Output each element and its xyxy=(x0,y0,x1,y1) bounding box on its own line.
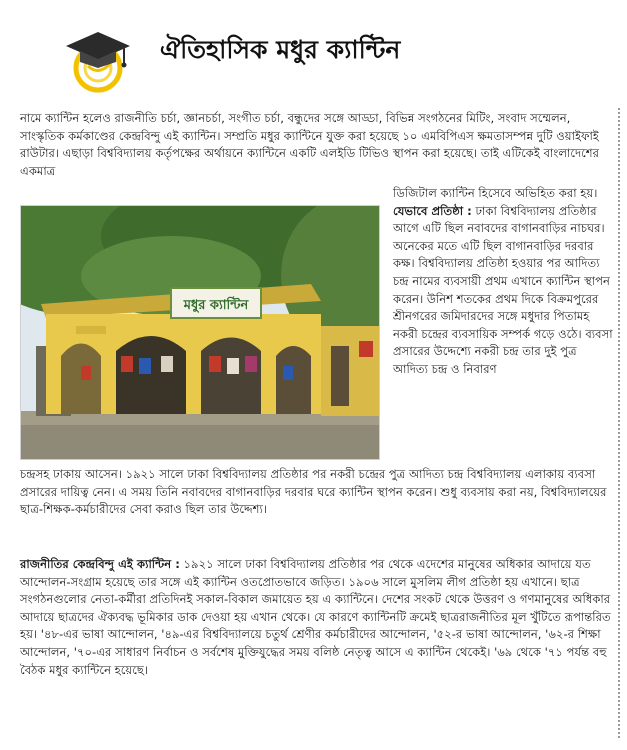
section2-body: ১৯২১ সালে ঢাকা বিশ্ববিদ্যালয় প্রতিষ্ঠার পর থেকে এদেশের মানুষের অধিকার আদায়ে যত আন্দোলন-সংগ্রাম হয়েছে তার সঙ্গে এই ক্যান্টিন ওতপ্রোতভাবে জড়িত। ১৯০৬ সালে মুসলিম লীগ প্রতিষ্ঠা হয় এখানে। ছাত্র সংগঠনগুলোর নেতা-কর্মীরা প্রতিদিনই সকাল-বিকাল জমায়েত হয় এ ক্যান্টিনে। দেশের সংকট থেকে উত্তরণ ও গণমানুষের অধিকার আদায়ে ছাত্রদের ঐক্যবদ্ধ ভূমিকার ডাক দেওয়া হয় এখান থেকে। যে কারণে ক্যান্টিনটি ক্রমেই ছাত্ররাজনীতির মূল খুঁটিতে রূপান্তরিত হয়। '৪৮-এর ভাষা আন্দোলন, '৪৯-এর বিশ্ববিদ্যালয়ে চতুর্থ শ্রেণীর কর্মচারীদের আন্দোলন, '৫২-র ভাষা আন্দোলন, '৬২-র শিক্ষা আন্দোলন, '৭০-এর সাধারণ নির্বাচন ও সর্বশেষ মুক্তিযুদ্ধের সময় বলিষ্ঠ নেতৃত্ব আসে এ ক্যান্টিন থেকেই। '৬৯ থেকে '৭১ পর্যন্ত বহু বৈঠক মধুর ক্যান্টিনে হয়েছে। xyxy=(20,557,611,677)
section1-side-text: ঢাকা বিশ্ববিদ্যালয় প্রতিষ্ঠার আগে এটি ছিল নবাবদের বাগানবাড়ির নাচঘর। অনেকের মতে এটি ছিল বাগানবাড়ির দরবার কক্ষ। বিশ্ববিদ্যালয় প্রতিষ্ঠা হওয়ার পর আদিত্য চন্দ্র নামের ব্যবসায়ী প্রথম এখানে ক্যান্টিন স্থাপন করেন। উনিশ শতকের প্রথম দিকে বিক্রমপুরের শ্রীনগরের জমিদারদের সঙ্গে মধুদার পিতামহ নকরী চন্দ্রের ব্যবসায়িক সম্পর্ক গড়ে ওঠে। ব্যবসা প্রসারের উদ্দেশ্যে নকরী চন্দ্র তার দুই পুত্র আদিত্য চন্দ্র ও নিবারণ xyxy=(393,203,613,376)
section1-side-paragraph xyxy=(393,203,614,379)
section2-text xyxy=(20,556,614,679)
column-divider xyxy=(618,108,620,738)
canteen-sign: মধুর ক্যান্টিন xyxy=(183,298,249,313)
intro-paragraph xyxy=(20,110,614,180)
intro-end-text: ডিজিটাল ক্যান্টিন হিসেবে অভিহিত করা হয়। xyxy=(393,186,598,200)
section1-full-text: চন্দ্রসহ ঢাকায় আসেন। ১৯২১ সালে ঢাকা বিশ্ববিদ্যালয় প্রতিষ্ঠার পর নকরী চন্দ্রের পুত্র আদিত্য চন্দ্র বিশ্ববিদ্যালয় এলাকায় ব্যবসা প্রসারের দায়িত্ব নেন। এ সময় তিনি নবাবদের বাগানবাড়ির দরবার ঘরে ক্যান্টিন স্থাপন করেন। শুধু ব্যবসায় করা নয়, বিশ্ববিদ্যালয়ের ছাত্র-শিক্ষক-কর্মচারীদের সেবা করাও ছিল তার উদ্দেশ্য। xyxy=(20,467,607,517)
section2-paragraph xyxy=(20,556,614,679)
canteen-photo xyxy=(20,205,380,460)
section1-full-paragraph xyxy=(20,466,614,519)
graduation-cap-icon xyxy=(58,18,136,96)
section2-heading: রাজনীতির কেন্দ্রবিন্দু এই ক্যান্টিন : xyxy=(20,557,180,571)
intro-text: নামে ক্যান্টিন হলেও রাজনীতি চর্চা, জ্ঞানচর্চা, সংগীত চর্চা, বন্ধুদের সঙ্গে আড্ডা, বিভিন্ন সংগঠনের মিটিং, সংবাদ সম্মেলন, সাংস্কৃতিক কর্মকাণ্ডের কেন্দ্রবিন্দু এই ক্যান্টিন। সম্প্রতি মধুর ক্যান্টিনে যুক্ত করা হয়েছে ১০ এমবিপিএস ক্ষমতাসম্পন্ন দুটি ওয়াইফাই রাউটার। এছাড়া বিশ্ববিদ্যালয় কর্তৃপক্ষের অর্থায়নে ক্যান্টিনে একটি এলইডি টিভিও স্থাপন করা হয়েছে। তাই এটিকেই বাংলাদেশের একমাত্র xyxy=(20,111,600,178)
section1-heading: যেভাবে প্রতিষ্ঠা : xyxy=(393,203,472,218)
right-column xyxy=(393,185,614,379)
article-title: ঐতিহাসিক মধুর ক্যান্টিন xyxy=(160,35,401,64)
